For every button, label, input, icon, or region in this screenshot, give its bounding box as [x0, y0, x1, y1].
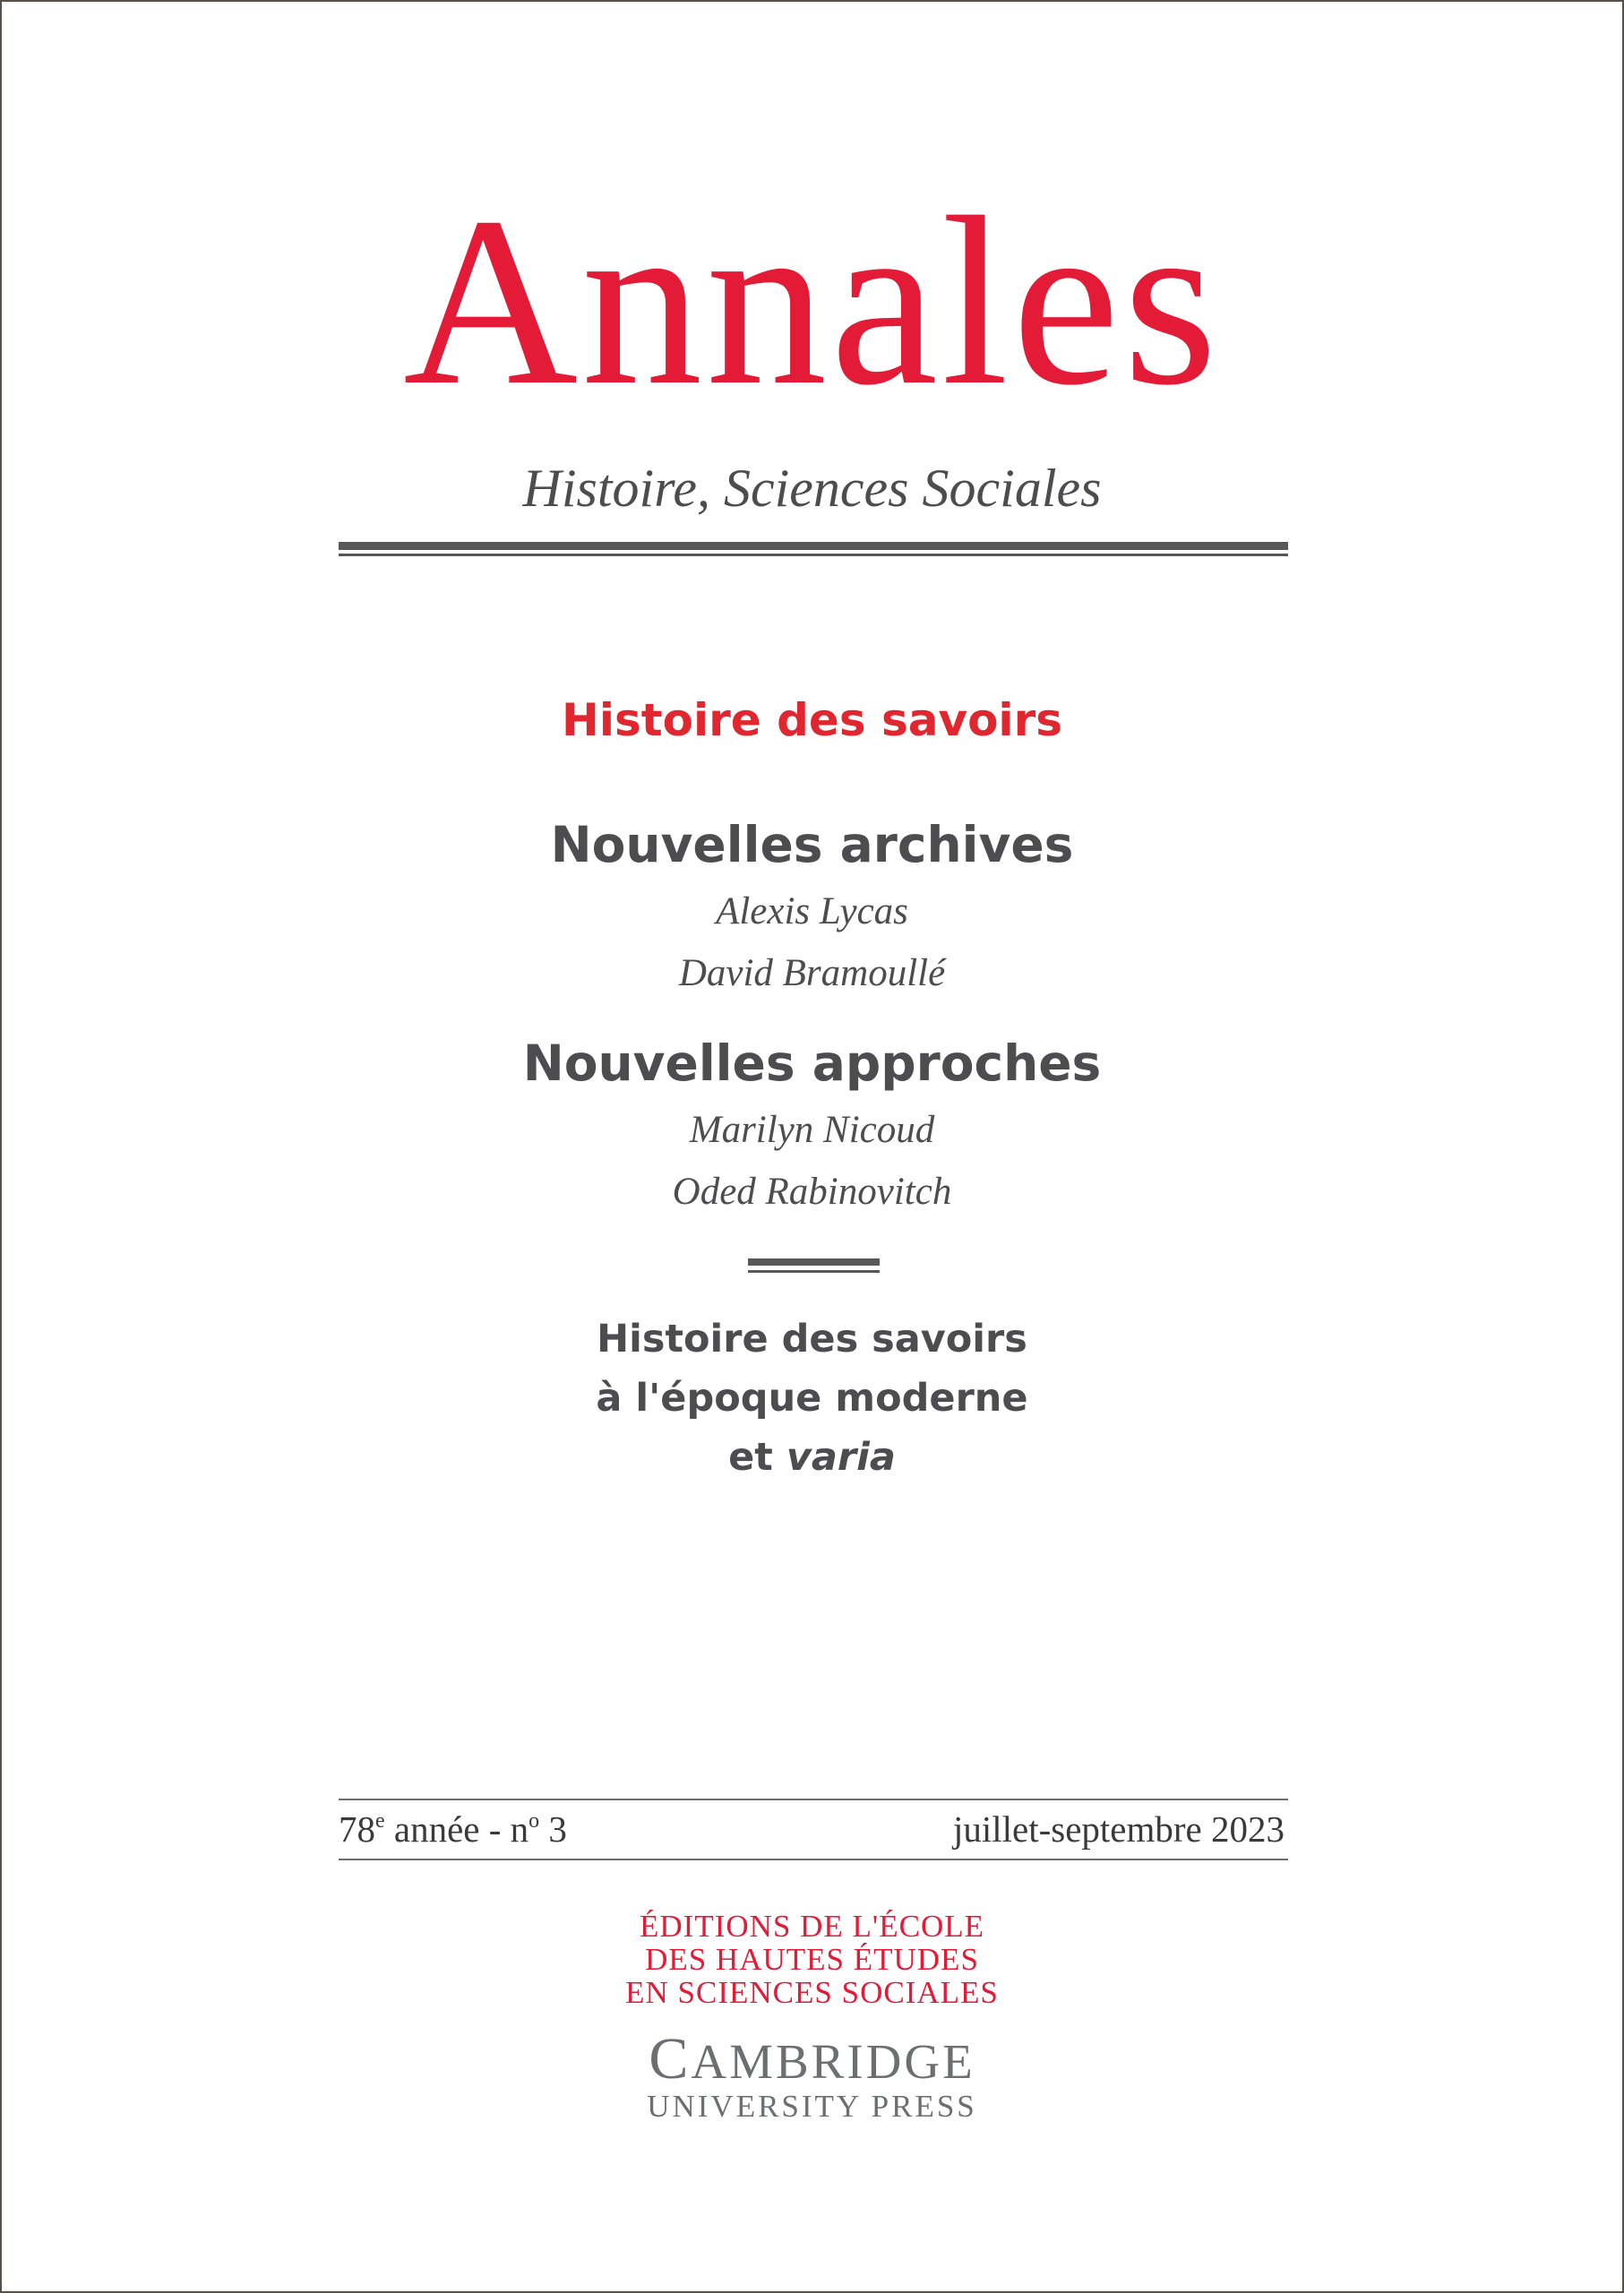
header-rule-thin: [339, 554, 1288, 556]
header-rule-thick: [339, 542, 1288, 550]
divider-rule-thick: [748, 1258, 880, 1266]
issue-info-rule-top: [339, 1799, 1288, 1800]
publisher-line: DES HAUTES ÉTUDES: [645, 1942, 979, 1977]
year-number: 78: [339, 1808, 375, 1850]
year-superscript: e: [375, 1809, 385, 1833]
journal-title: Annales: [403, 167, 1221, 435]
number-superscript: o: [528, 1809, 540, 1833]
divider-rule-thin: [748, 1270, 880, 1273]
author-name: David Bramoullé: [678, 952, 946, 994]
issue-period: juillet-septembre 2023: [952, 1808, 1285, 1850]
author-name: Alexis Lycas: [716, 890, 908, 932]
issue-number: 3: [539, 1808, 567, 1850]
year-suffix: année - n: [384, 1808, 529, 1850]
issue-topic-line: [2, 1428, 1622, 1487]
journal-subtitle: Histoire, Sciences Sociales: [522, 459, 1102, 518]
issue-topic-line: à l'époque moderne: [596, 1376, 1028, 1421]
author-name: Oded Rabinovitch: [672, 1171, 952, 1213]
issue-topic: [2, 1310, 1622, 1487]
cambridge-rest: AMBRIDGE: [691, 2034, 975, 2089]
theme-heading: Histoire des savoirs: [562, 694, 1062, 746]
issue-topic-italic: varia: [786, 1435, 896, 1480]
issue-topic-prefix: et: [728, 1435, 786, 1480]
issue-topic-line: Histoire des savoirs: [597, 1317, 1027, 1361]
section-title-approaches: Nouvelles approches: [522, 1035, 1102, 1092]
issue-volume-number: [339, 1805, 567, 1854]
publisher-line: ÉDITIONS DE L'ÉCOLE: [640, 1909, 984, 1944]
cambridge-initial: C: [649, 2026, 692, 2091]
author-name: Marilyn Nicoud: [689, 1109, 935, 1151]
issue-info-rule-bottom: [339, 1859, 1288, 1860]
cambridge-subline: UNIVERSITY PRESS: [647, 2089, 977, 2124]
publisher-line: EN SCIENCES SOCIALES: [625, 1975, 999, 2010]
section-title-archives: Nouvelles archives: [550, 816, 1074, 873]
cambridge-logo-name: [2, 2028, 1622, 2093]
